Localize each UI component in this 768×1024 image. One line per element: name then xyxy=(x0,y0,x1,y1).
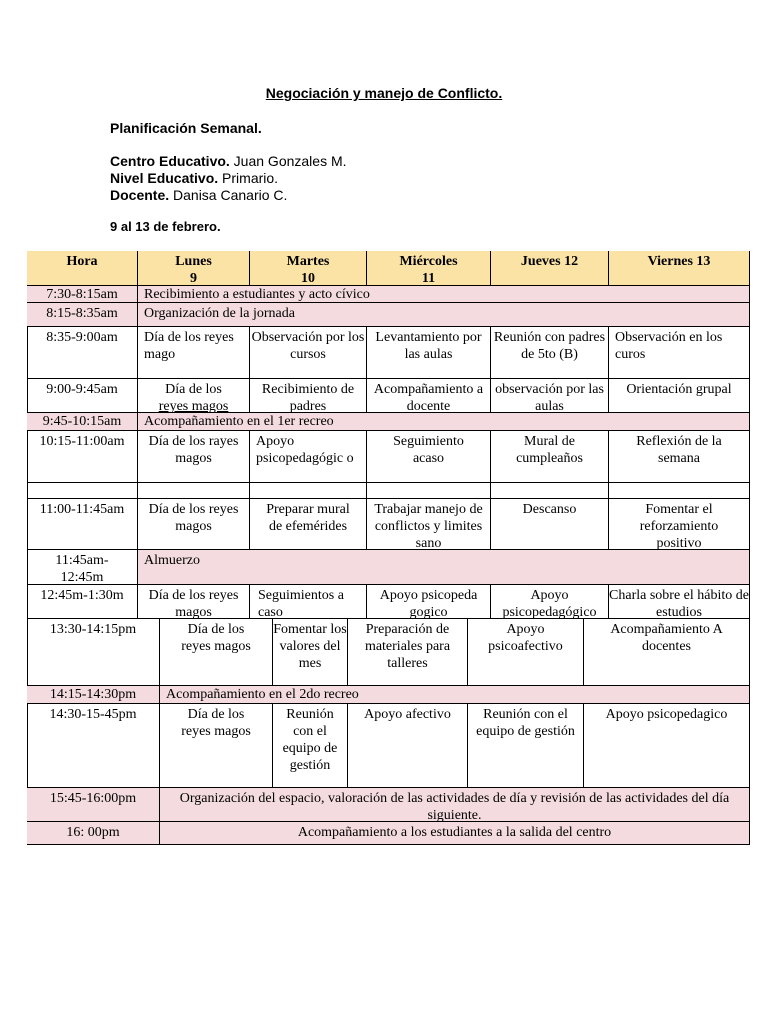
row8-martes: Preparar mural de efemérides xyxy=(250,499,367,550)
docente-value: Danisa Canario C. xyxy=(169,187,288,203)
document-subtitle: Planificación Semanal. xyxy=(110,120,262,136)
row7-lunes xyxy=(138,483,250,499)
row7-hora xyxy=(27,483,138,499)
row10-viernes: Charla sobre el hábito de estudios xyxy=(609,585,750,619)
row3-lunes: Día de los reyes mago xyxy=(138,327,250,379)
header-lunes: Lunes 9 xyxy=(138,251,250,286)
centro-value: Juan Gonzales M. xyxy=(229,153,347,169)
row1-span: Recibimiento a estudiantes y acto cívico xyxy=(138,286,750,303)
row7-viernes xyxy=(609,483,750,499)
row10-hora: 12:45m-1:30m xyxy=(27,585,138,619)
row3-martes: Observación por los cursos xyxy=(250,327,367,379)
row7-jueves xyxy=(491,483,609,499)
docente-label: Docente. xyxy=(110,187,170,203)
header-hora: Hora xyxy=(27,251,138,286)
row3-miercoles: Levantamiento por las aulas xyxy=(367,327,491,379)
row5-span: Acompañamiento en el 1er recreo xyxy=(138,413,750,431)
row13-col2: Día de los reyes magos xyxy=(160,704,273,788)
row1-hora: 7:30-8:15am xyxy=(27,286,138,303)
row13-col3: Reunión con el equipo de gestión xyxy=(273,704,348,788)
row13-col6: Apoyo psicopedagico xyxy=(584,704,750,788)
row7-martes xyxy=(250,483,367,499)
header-martes: Martes 10 xyxy=(250,251,367,286)
row11-col6: Acompañamiento A docentes xyxy=(584,619,750,686)
row14-hora: 15:45-16:00pm xyxy=(27,788,160,822)
document-title: Negociación y manejo de Conflicto. xyxy=(265,85,503,101)
row6-viernes: Reflexión de la semana xyxy=(609,431,750,483)
row11-col2: Día de los reyes magos xyxy=(160,619,273,686)
header-viernes: Viernes 13 xyxy=(609,251,750,286)
row13-col5: Reunión con el equipo de gestión xyxy=(468,704,584,788)
row11-col4: Preparación de materiales para talleres xyxy=(348,619,468,686)
row10-lunes: Día de los reyes magos xyxy=(138,585,250,619)
row12-span: Acompañamiento en el 2do recreo xyxy=(160,686,750,704)
row12-hora: 14:15-14:30pm xyxy=(27,686,160,704)
row4-miercoles: Acompañamiento a docente xyxy=(367,379,491,413)
row10-miercoles: Apoyo psicopeda gogico xyxy=(367,585,491,619)
row2-span: Organización de la jornada xyxy=(138,303,750,327)
row11-col3: Fomentar los valores del mes xyxy=(273,619,348,686)
row8-hora: 11:00-11:45am xyxy=(27,499,138,550)
row3-viernes: Observación en los curos xyxy=(609,327,750,379)
row14-span: Organización del espacio, valoración de las actividades de día y revisión de las actividades del día siguiente. xyxy=(160,788,750,822)
row4-jueves: observación por las aulas xyxy=(491,379,609,413)
row15-hora: 16: 00pm xyxy=(27,822,160,845)
row8-lunes: Día de los reyes magos xyxy=(138,499,250,550)
row13-hora: 14:30-15-45pm xyxy=(27,704,160,788)
row7-miercoles xyxy=(367,483,491,499)
row13-col4: Apoyo afectivo xyxy=(348,704,468,788)
row9-span: Almuerzo xyxy=(138,550,750,585)
row10-martes: Seguimientos a caso xyxy=(250,585,367,619)
row5-hora: 9:45-10:15am xyxy=(27,413,138,431)
header-miercoles: Miércoles 11 xyxy=(367,251,491,286)
row15-span: Acompañamiento a los estudiantes a la salida del centro xyxy=(160,822,750,845)
nivel-value: Primario. xyxy=(218,170,279,186)
row11-col5: Apoyo psicoafectivo xyxy=(468,619,584,686)
centro-label: Centro Educativo. xyxy=(110,153,230,169)
row6-jueves: Mural de cumpleaños xyxy=(491,431,609,483)
date-range: 9 al 13 de febrero. xyxy=(110,219,221,234)
row4-martes: Recibimiento de padres xyxy=(250,379,367,413)
row10-jueves: Apoyo psicopedagógico xyxy=(491,585,609,619)
row11-hora: 13:30-14:15pm xyxy=(27,619,160,686)
row4-viernes: Orientación grupal xyxy=(609,379,750,413)
header-jueves: Jueves 12 xyxy=(491,251,609,286)
row9-hora: 11:45am- 12:45m xyxy=(27,550,138,585)
row4-lunes: Día de los reyes magos xyxy=(138,379,250,413)
row8-miercoles: Trabajar manejo de conflictos y limites sano xyxy=(367,499,491,550)
row6-martes: Apoyo psicopedagógic o xyxy=(250,431,367,483)
row4-hora: 9:00-9:45am xyxy=(27,379,138,413)
row8-viernes: Fomentar el reforzamiento positivo xyxy=(609,499,750,550)
row6-miercoles: Seguimiento acaso xyxy=(367,431,491,483)
row3-hora: 8:35-9:00am xyxy=(27,327,138,379)
row6-lunes: Día de los rayes magos xyxy=(138,431,250,483)
nivel-label: Nivel Educativo. xyxy=(110,170,219,186)
row2-hora: 8:15-8:35am xyxy=(27,303,138,327)
row8-jueves: Descanso xyxy=(491,499,609,550)
row3-jueves: Reunión con padres de 5to (B) xyxy=(491,327,609,379)
row6-hora: 10:15-11:00am xyxy=(27,431,138,483)
